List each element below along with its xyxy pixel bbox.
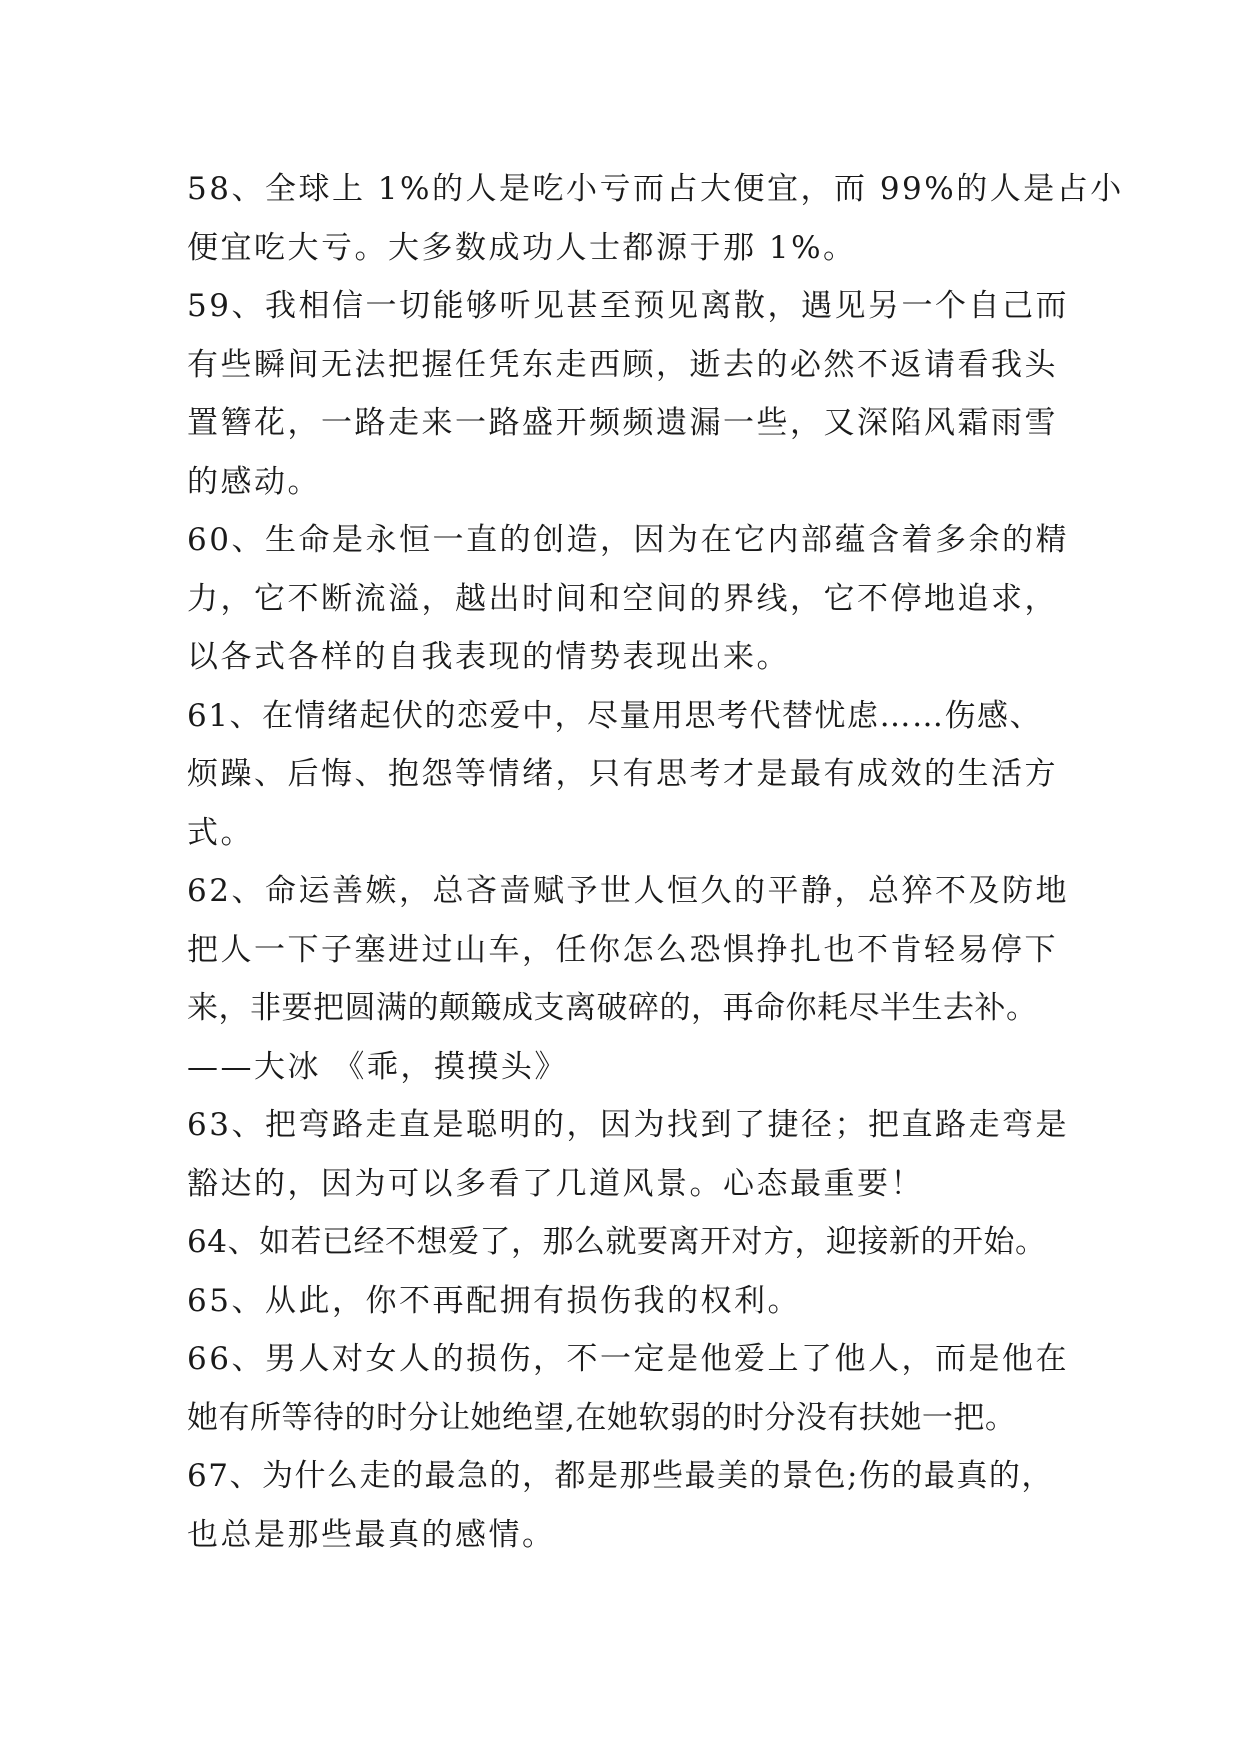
text-line: 也总是那些最真的感情。 [187, 1516, 556, 1553]
text-line: 65、从此，你不再配拥有损伤我的权利。 [187, 1282, 801, 1319]
text-line: 62、命运善嫉，总吝啬赋予世人恒久的平静，总猝不及防地 [187, 873, 1069, 909]
text-line: 63、把弯路走直是聪明的，因为找到了捷径；把直路走弯是 [187, 1107, 1069, 1143]
text-line: 力，它不断流溢，越出时间和空间的界线，它不停地追求， [187, 580, 1058, 617]
text-line: 烦躁、后悔、抱怨等情绪，只有思考才是最有成效的生活方 [187, 756, 1058, 792]
text-line: 的感动。 [187, 463, 321, 500]
text-line: 她有所等待的时分让她绝望,在她软弱的时分没有扶她一把。 [187, 1399, 1017, 1436]
text-line: 61、在情绪起伏的恋爱中，尽量用思考代替忧虑……伤感、 [187, 697, 1042, 734]
text-line: 67、为什么走的最急的，都是那些最美的景色;伤的最真的， [187, 1458, 1054, 1494]
text-line: 置簪花，一路走来一路盛开频频遗漏一些，又深陷风霜雨雪 [187, 405, 1058, 441]
text-line: 式。 [187, 814, 254, 851]
text-line: 66、男人对女人的损伤，不一定是他爱上了他人，而是他在 [187, 1341, 1069, 1377]
document-body [187, 160, 1124, 1564]
text-line: 60、生命是永恒一直的创造，因为在它内部蕴含着多余的精 [187, 522, 1069, 558]
text-line: 有些瞬间无法把握任凭东走西顾，逝去的必然不返请看我头 [187, 346, 1058, 383]
text-line: 便宜吃大亏。大多数成功人士都源于那 1%。 [187, 229, 857, 266]
text-line: 豁达的，因为可以多看了几道风景。心态最重要！ [187, 1165, 924, 1202]
text-line: 58、全球上 1%的人是吃小亏而占大便宜，而 99%的人是占小 [187, 171, 1124, 207]
text-line: 把人一下子塞进过山车，任你怎么恐惧挣扎也不肯轻易停下 [187, 931, 1058, 968]
text-line: 来，非要把圆满的颠簸成支离破碎的，再命你耗尽半生去补。 [187, 990, 1038, 1026]
text-line: 59、我相信一切能够听见甚至预见离散，遇见另一个自己而 [187, 288, 1069, 324]
text-line: 64、如若已经不想爱了，那么就要离开对方，迎接新的开始。 [187, 1224, 1047, 1260]
text-line: ——大冰 《乖，摸摸头》 [187, 1048, 568, 1085]
text-line: 以各式各样的自我表现的情势表现出来。 [187, 639, 790, 675]
